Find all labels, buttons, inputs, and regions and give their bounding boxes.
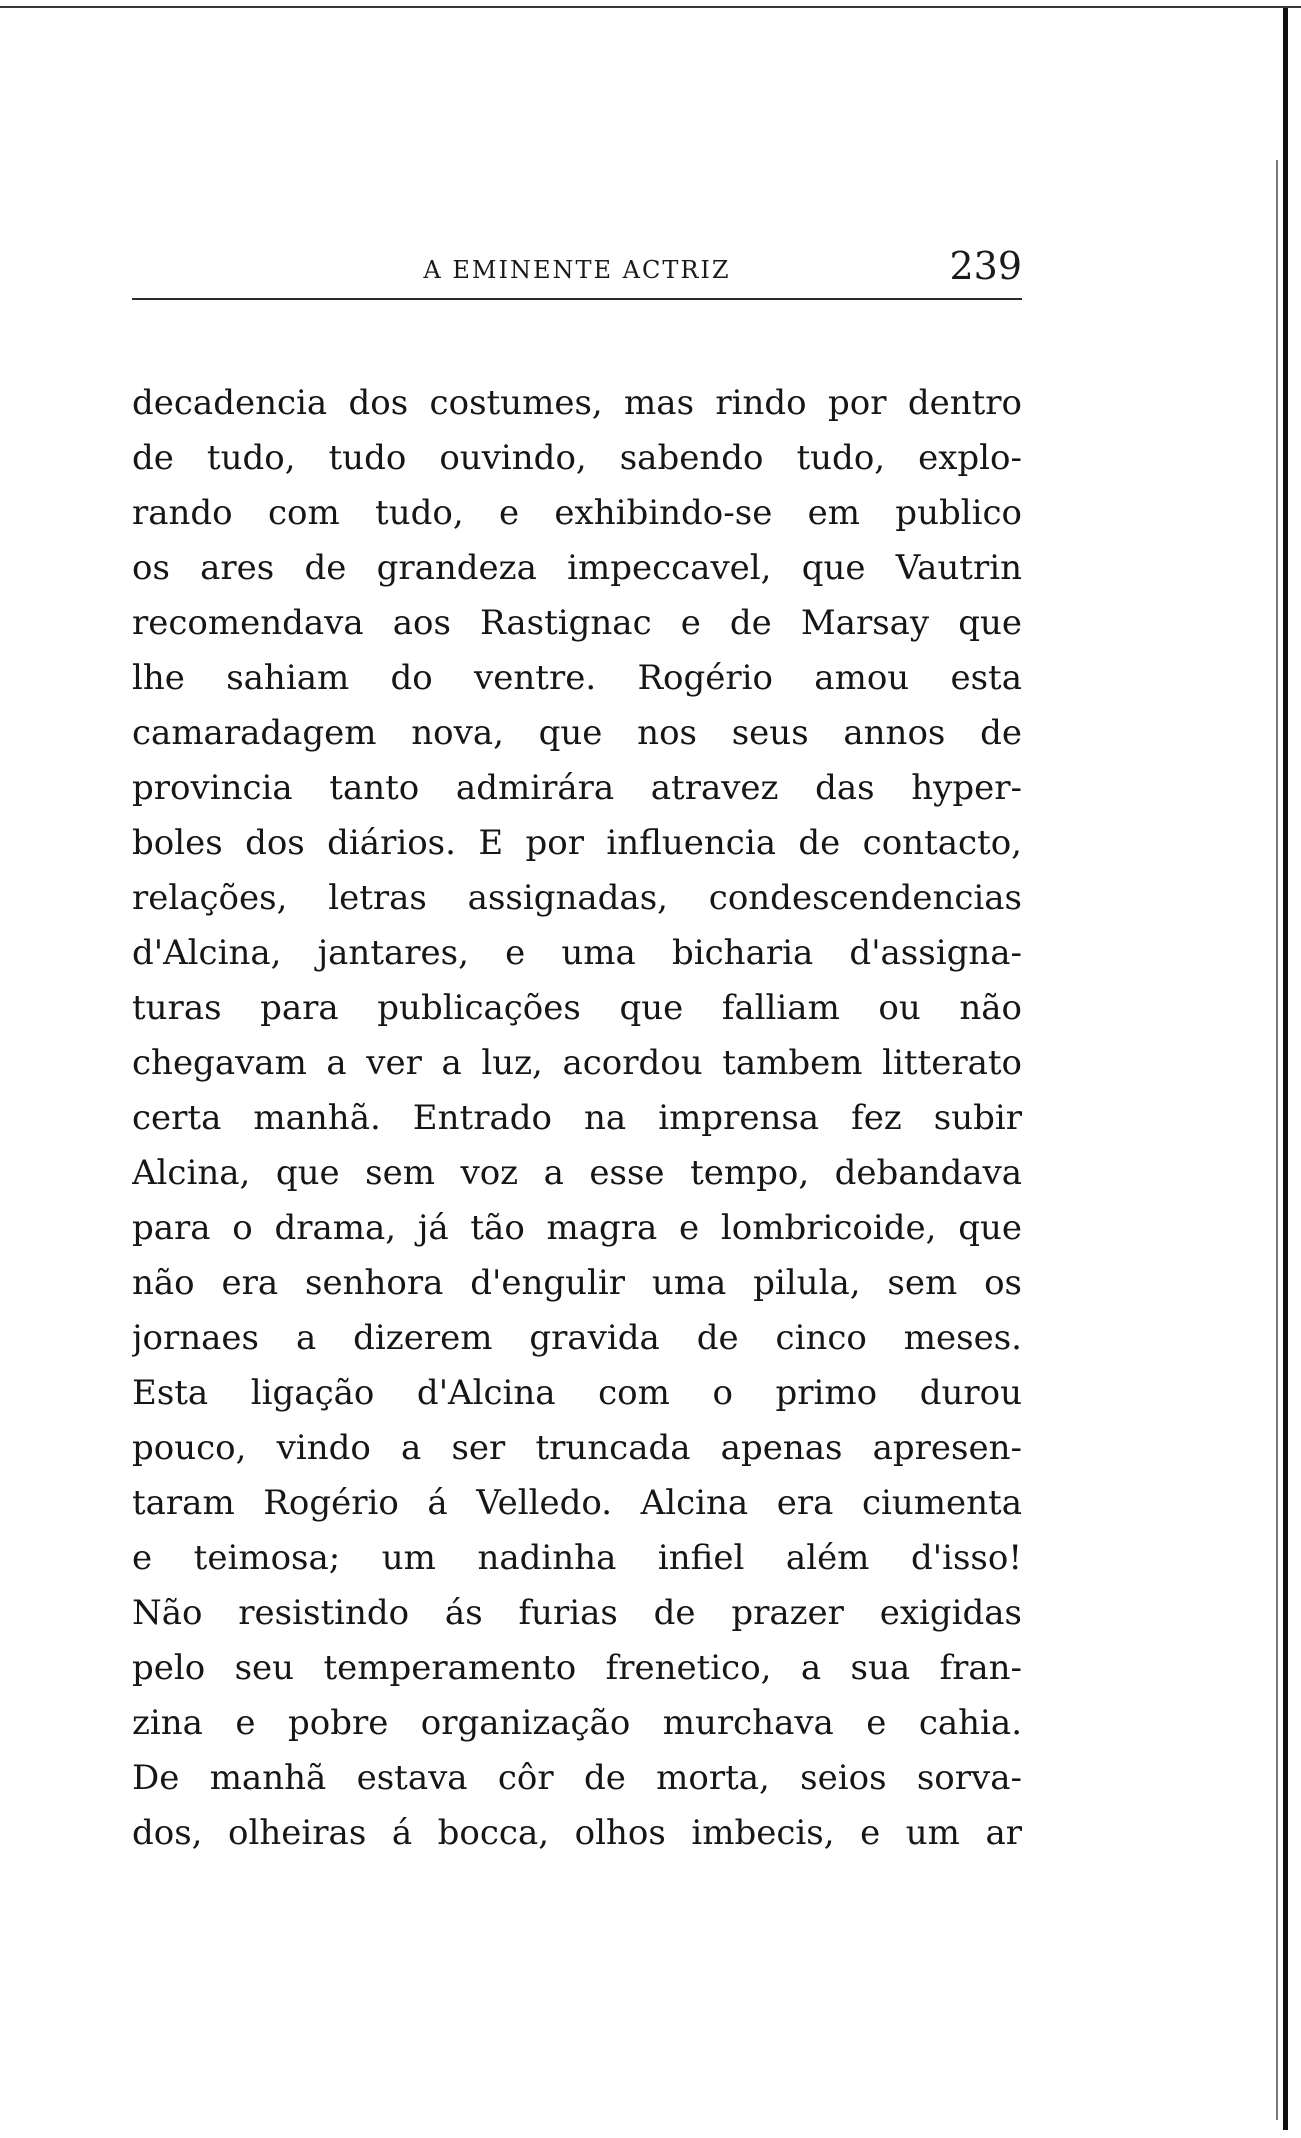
text-line: rando com tudo, e exhibindo-se em publico bbox=[132, 493, 1022, 533]
running-title: A EMINENTE ACTRIZ bbox=[423, 256, 731, 284]
text-line: e teimosa; um nadinha infiel além d'isso! bbox=[132, 1538, 1022, 1578]
body-paragraph bbox=[132, 376, 1022, 1861]
text-line: Alcina, que sem voz a esse tempo, debandava bbox=[132, 1153, 1022, 1193]
text-line: os ares de grandeza impeccavel, que Vautrin bbox=[132, 548, 1022, 588]
text-line: turas para publicações que falliam ou não bbox=[132, 988, 1022, 1028]
text-line: camaradagem nova, que nos seus annos de bbox=[132, 713, 1022, 753]
text-line: De manhã estava côr de morta, seios sorva- bbox=[132, 1758, 1022, 1798]
text-line: taram Rogério á Velledo. Alcina era ciumenta bbox=[132, 1483, 1022, 1523]
text-line: zina e pobre organização murchava e cahia. bbox=[132, 1703, 1022, 1743]
text-line: recomendava aos Rastignac e de Marsay que bbox=[132, 603, 1022, 643]
text-line: relações, letras assignadas, condescendencias bbox=[132, 878, 1022, 918]
page-edge-shadow bbox=[1276, 160, 1278, 2120]
running-head bbox=[132, 238, 1022, 288]
text-line: provincia tanto admirára atravez das hyper- bbox=[132, 768, 1022, 808]
text-line: chegavam a ver a luz, acordou tambem litterato bbox=[132, 1043, 1022, 1083]
text-line: para o drama, já tão magra e lombricoide, que bbox=[132, 1208, 1022, 1248]
text-line: d'Alcina, jantares, e uma bicharia d'assigna- bbox=[132, 933, 1022, 973]
text-line: boles dos diários. E por influencia de contacto, bbox=[132, 823, 1022, 863]
text-line: de tudo, tudo ouvindo, sabendo tudo, explo- bbox=[132, 438, 1022, 478]
header-rule bbox=[132, 298, 1022, 300]
text-line: Esta ligação d'Alcina com o primo durou bbox=[132, 1373, 1022, 1413]
text-line: certa manhã. Entrado na imprensa fez subir bbox=[132, 1098, 1022, 1138]
page-number: 239 bbox=[949, 244, 1022, 288]
text-line: lhe sahiam do ventre. Rogério amou esta bbox=[132, 658, 1022, 698]
text-line: dos, olheiras á bocca, olhos imbecis, e um ar bbox=[132, 1813, 1022, 1853]
text-line: pouco, vindo a ser truncada apenas apresen- bbox=[132, 1428, 1022, 1468]
page-edge-border bbox=[1283, 8, 1288, 2130]
text-line: jornaes a dizerem gravida de cinco meses. bbox=[132, 1318, 1022, 1358]
top-scan-rule bbox=[0, 6, 1301, 8]
text-line: decadencia dos costumes, mas rindo por dentro bbox=[132, 383, 1022, 423]
text-line: Não resistindo ás furias de prazer exigidas bbox=[132, 1593, 1022, 1633]
text-line: não era senhora d'engulir uma pilula, sem os bbox=[132, 1263, 1022, 1303]
text-line: pelo seu temperamento frenetico, a sua fran- bbox=[132, 1648, 1022, 1688]
